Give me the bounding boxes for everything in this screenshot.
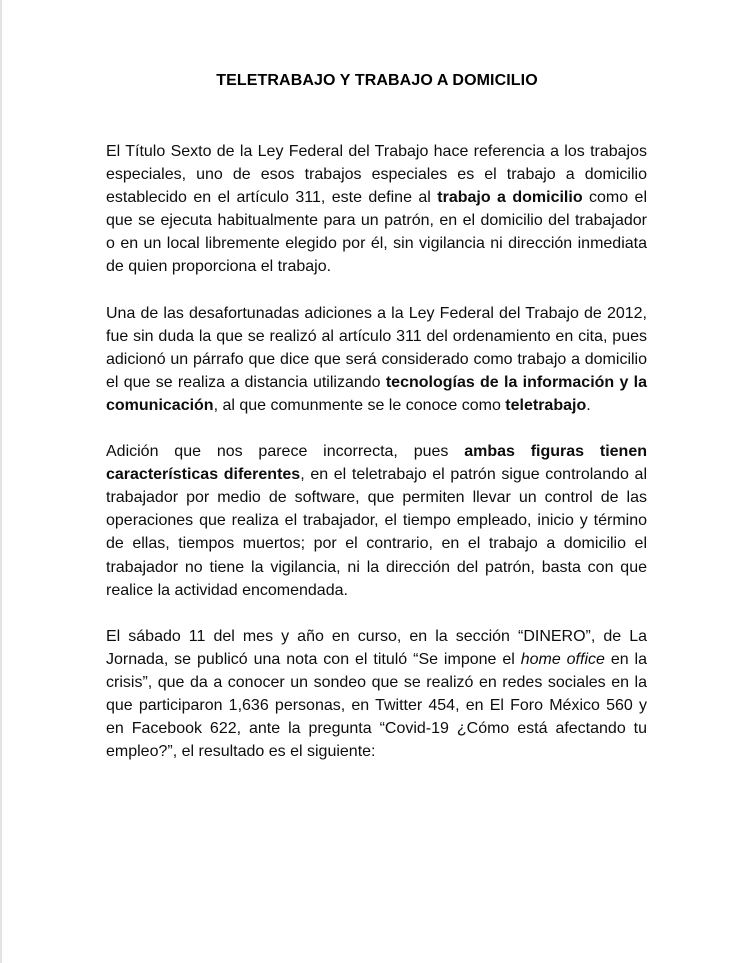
paragraph-2-bold-teletrabajo: teletrabajo <box>505 396 587 414</box>
paragraph-1-text: El Título Sexto de la Ley Federal del Trabajo hace referencia a los trabajos especiales, uno de esos trabajos especiales es el trabajo a domicilio establecido en el artículo 311, este define al <box>106 143 647 207</box>
paragraph-4-italic-home-office: home office <box>520 650 605 668</box>
paragraph-4 <box>106 625 647 764</box>
paragraph-2-text-end: . <box>586 396 591 414</box>
paragraph-2-text-mid: , al que comunmente se le conoce como <box>213 396 506 414</box>
paragraph-1-bold-term: trabajo a domicilio <box>437 189 583 207</box>
paragraph-3 <box>106 440 647 602</box>
document-title: TELETRABAJO Y TRABAJO A DOMICILIO <box>216 72 538 89</box>
paragraph-2-text: Una de las desafortunadas adiciones a la Ley Federal del Trabajo de 2012, fue sin duda la que se realizó al artículo 311 del ordenamiento en cita, pues adicionó un párrafo que dice que será considerado como trabajo a domicilio el que se realiza a distancia utilizando <box>106 304 647 391</box>
document-body <box>106 140 647 786</box>
paragraph-3-bold-phrase: ambas figuras tienen características diferentes <box>106 443 647 484</box>
paragraph-1 <box>106 140 647 279</box>
paragraph-2 <box>106 302 647 417</box>
paragraph-4-text-end: en la crisis”, que da a conocer un sondeo que se realizó en redes sociales en la que participaron 1,636 personas, en Twitter 454, en El Foro México 560 y en Facebook 622, ante la pregunta “Covid-19 ¿Cómo está afectando tu empleo?”, el resultado es el siguiente: <box>106 650 647 761</box>
paragraph-1-text-end: como el que se ejecuta habitualmente para un patrón, en el domicilio del trabajador o en un local libremente elegido por él, sin vigilancia ni dirección inmediata de quien proporciona el trabajo. <box>106 189 648 276</box>
paragraph-4-text: El sábado 11 del mes y año en curso, en la sección “DINERO”, de La Jornada, se publicó una nota con el tituló “Se impone el <box>106 627 647 668</box>
paragraph-2-bold-tic: tecnologías de la información y la comunicación <box>106 373 648 414</box>
paragraph-3-text: Adición que nos parece incorrecta, pues <box>106 443 465 461</box>
paragraph-3-text-end: , en el teletrabajo el patrón sigue controlando al trabajador por medio de software, que permiten llevar un control de las operaciones que realiza el trabajador, el tiempo empleado, inicio y término de ellas, tiempos muertos; por el contrario, en el trabajo a domicilio el trabajador no tiene la vigilancia, ni la dirección del patrón, basta con que realice la actividad encomendada. <box>106 466 648 599</box>
